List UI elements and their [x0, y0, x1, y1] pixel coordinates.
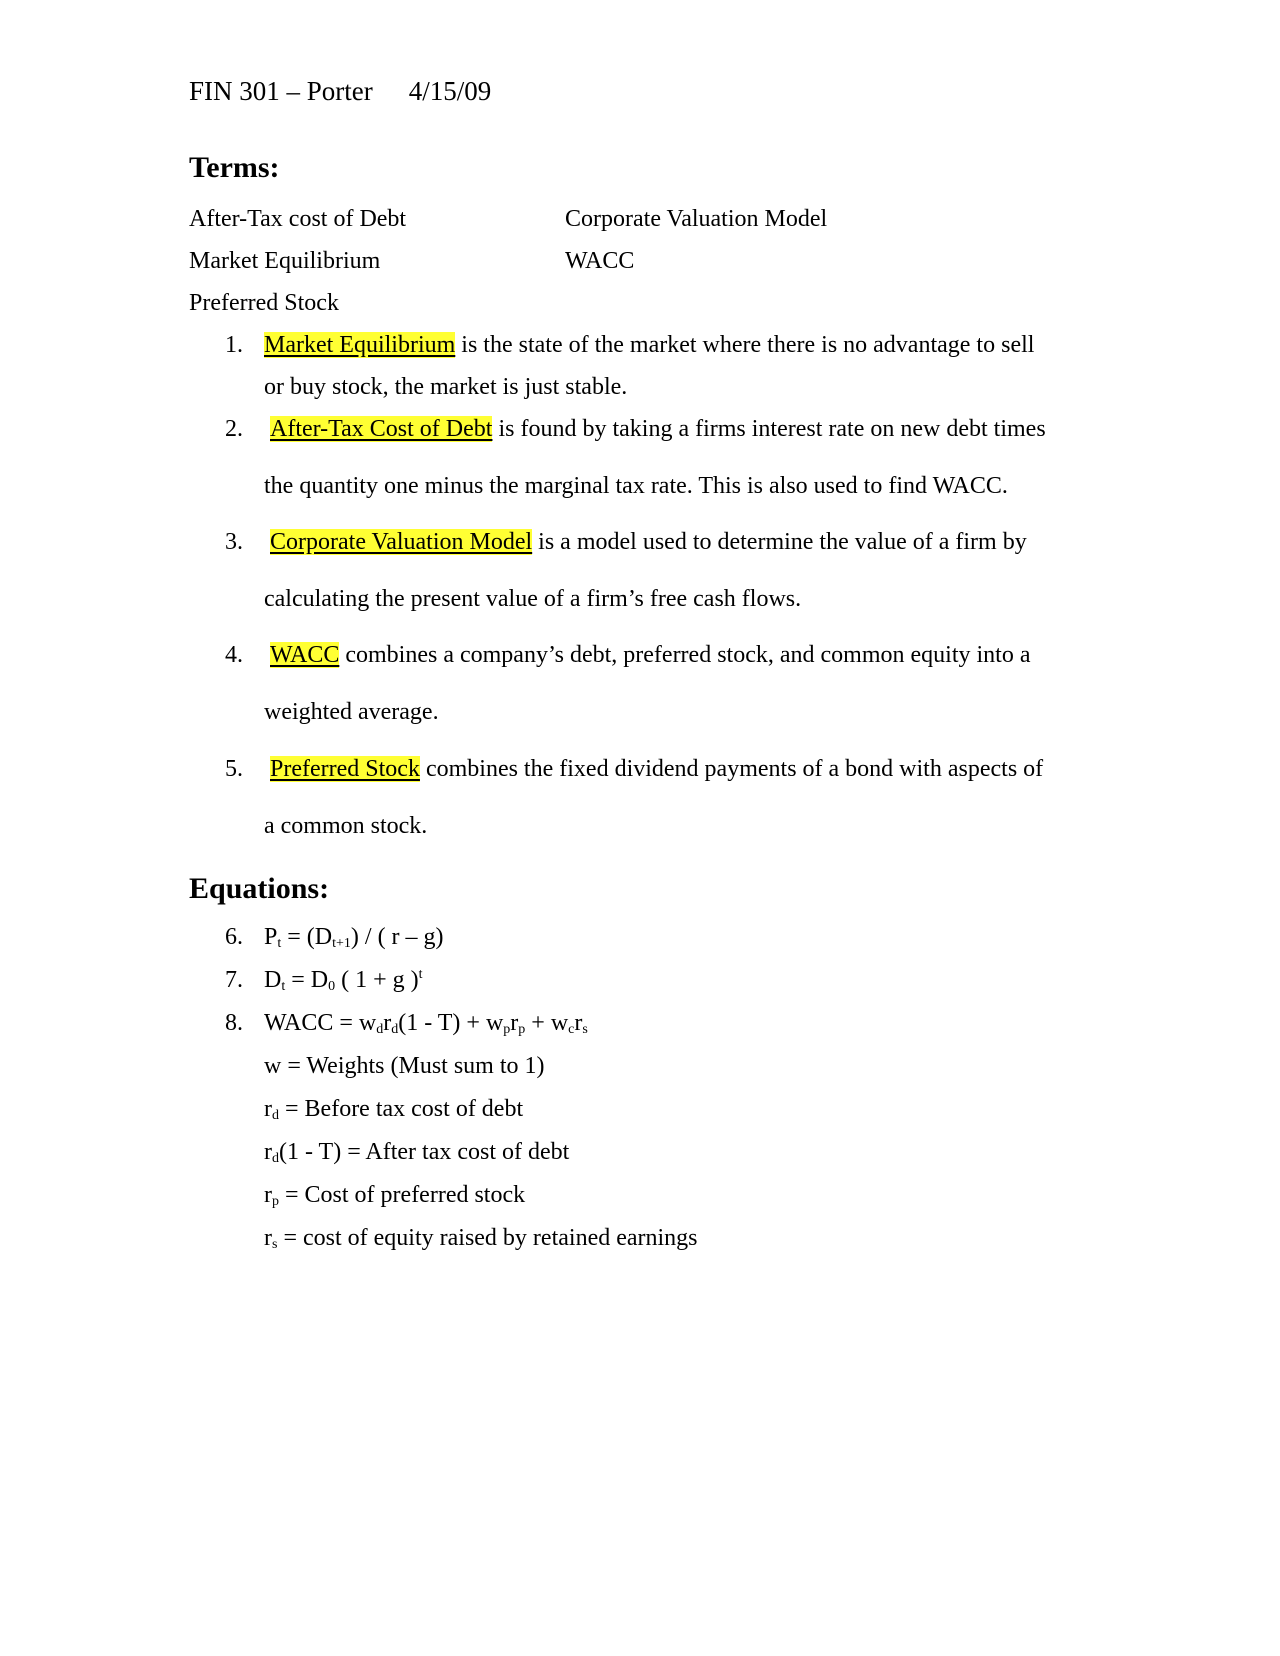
- term-item: Corporate Valuation Model: [565, 206, 828, 232]
- definition-text: combines the fixed dividend payments of a bond with aspects of: [419, 756, 1044, 782]
- list-number: 7.: [225, 967, 243, 993]
- eq-text: WACC = w: [264, 1010, 377, 1036]
- list-number: 3.: [225, 529, 243, 555]
- definition-item: [270, 754, 1043, 784]
- definition-item: [270, 640, 1030, 670]
- eq-text: (1 - T) + w: [398, 1010, 504, 1036]
- document-header: [189, 76, 491, 106]
- eq-text: = (D: [281, 924, 333, 950]
- variable-definition: [264, 1094, 523, 1124]
- equation-dividend: [264, 965, 423, 995]
- course-label: FIN 301 – Porter: [189, 76, 373, 106]
- eq-text: ) / ( r – g): [350, 924, 444, 950]
- highlighted-term: After-Tax Cost of Debt: [270, 416, 493, 442]
- highlighted-term: Preferred Stock: [270, 756, 420, 782]
- definition-text: is a model used to determine the value of a firm by: [532, 529, 1027, 555]
- list-number: 8.: [225, 1010, 243, 1036]
- eq-subscript: d: [272, 1108, 279, 1123]
- variable-definition: [264, 1180, 525, 1210]
- eq-text: ( 1 + g ): [335, 967, 419, 993]
- definition-continuation: weighted average.: [264, 699, 439, 725]
- eq-symbol: r: [264, 1182, 272, 1208]
- eq-subscript: p: [518, 1022, 526, 1037]
- list-number: 2.: [225, 416, 243, 442]
- eq-superscript: t: [418, 967, 423, 982]
- list-number: 5.: [225, 756, 243, 782]
- terms-heading: Terms:: [189, 151, 280, 184]
- equation-price: [264, 922, 444, 952]
- eq-symbol: D: [264, 967, 282, 993]
- list-number: 1.: [225, 332, 243, 358]
- variable-definition: w = Weights (Must sum to 1): [264, 1053, 545, 1079]
- eq-text: = Cost of preferred stock: [279, 1182, 526, 1208]
- eq-subscript: p: [272, 1194, 279, 1209]
- variable-definition: [264, 1137, 569, 1167]
- definition-text: is found by taking a firms interest rate on new debt times: [492, 416, 1046, 442]
- highlighted-term: WACC: [270, 642, 340, 668]
- eq-symbol: r: [264, 1225, 272, 1251]
- equation-wacc: [264, 1008, 588, 1038]
- eq-subscript: t+1: [332, 936, 351, 951]
- highlighted-term: Market Equilibrium: [264, 332, 456, 358]
- eq-subscript: p: [503, 1022, 511, 1037]
- eq-text: (1 - T) = After tax cost of debt: [279, 1139, 570, 1165]
- eq-subscript: t: [277, 936, 282, 951]
- definition-item: [264, 330, 1034, 360]
- eq-subscript: 0: [328, 979, 336, 994]
- eq-subscript: s: [582, 1022, 588, 1037]
- term-item: Market Equilibrium: [189, 248, 381, 274]
- list-number: 4.: [225, 642, 243, 668]
- definition-continuation: the quantity one minus the marginal tax rate. This is also used to find WACC.: [264, 473, 1008, 499]
- eq-symbol: r: [264, 1139, 272, 1165]
- eq-text: + w: [525, 1010, 569, 1036]
- list-number: 6.: [225, 924, 243, 950]
- eq-subscript: d: [376, 1022, 384, 1037]
- highlighted-term: Corporate Valuation Model: [270, 529, 533, 555]
- eq-symbol: r: [383, 1010, 392, 1036]
- term-item: Preferred Stock: [189, 290, 339, 316]
- definition-item: [270, 414, 1046, 444]
- definition-continuation: or buy stock, the market is just stable.: [264, 374, 628, 400]
- definition-continuation: a common stock.: [264, 813, 428, 839]
- eq-text: = Before tax cost of debt: [279, 1096, 524, 1122]
- eq-symbol: r: [574, 1010, 583, 1036]
- eq-symbol: P: [264, 924, 278, 950]
- eq-subscript: d: [272, 1151, 279, 1166]
- eq-text: = cost of equity raised by retained earnings: [277, 1225, 698, 1251]
- equations-heading: Equations:: [189, 872, 330, 905]
- eq-symbol: r: [264, 1096, 272, 1122]
- eq-symbol: r: [510, 1010, 519, 1036]
- eq-subscript: s: [272, 1237, 278, 1252]
- variable-definition: [264, 1223, 698, 1253]
- definition-text: is the state of the market where there is no advantage to sell: [455, 332, 1035, 358]
- eq-subscript: t: [281, 979, 286, 994]
- definition-text: combines a company’s debt, preferred stock, and common equity into a: [339, 642, 1031, 668]
- definition-item: [270, 527, 1027, 557]
- eq-text: = D: [285, 967, 329, 993]
- term-item: After-Tax cost of Debt: [189, 206, 407, 232]
- eq-subscript: d: [391, 1022, 399, 1037]
- date-label: 4/15/09: [408, 76, 492, 106]
- eq-subscript: c: [568, 1022, 575, 1037]
- definition-continuation: calculating the present value of a firm’s free cash flows.: [264, 586, 802, 612]
- term-item: WACC: [565, 248, 635, 274]
